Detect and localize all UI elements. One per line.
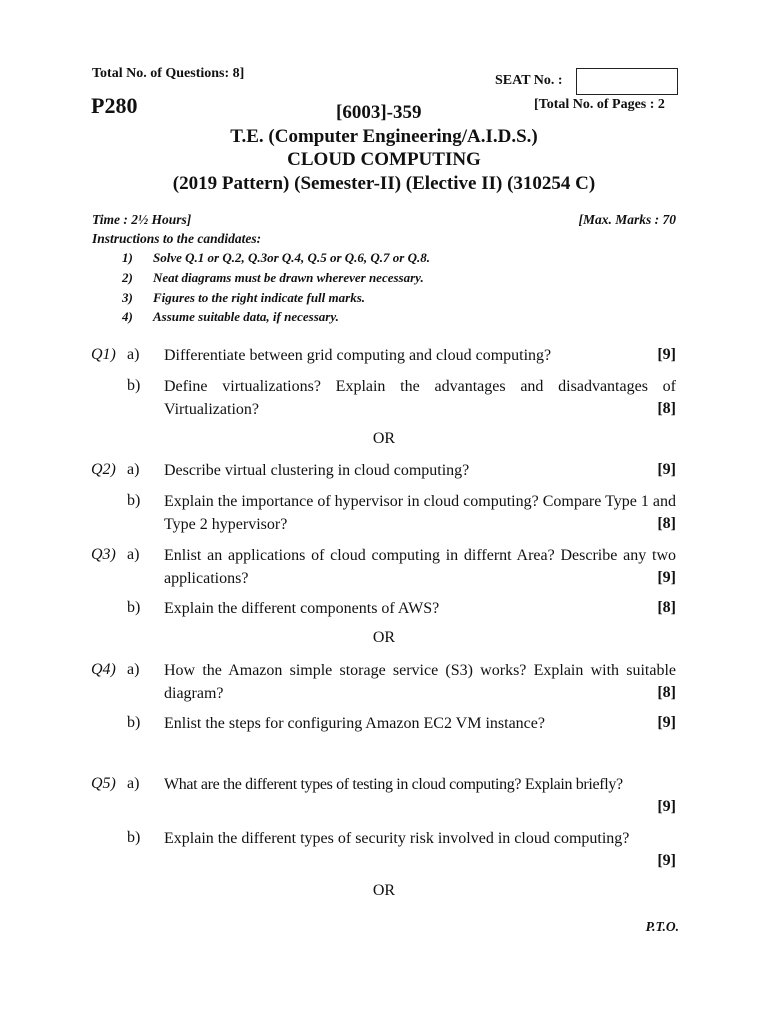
- total-questions: Total No. of Questions: 8]: [92, 66, 245, 81]
- seat-no-label: SEAT No. :: [495, 73, 563, 88]
- paper-id: [6003]-359: [336, 102, 422, 123]
- question-text: Enlist the steps for configuring Amazon EC2 VM instance?: [164, 715, 545, 732]
- pto-label: P.T.O.: [645, 919, 679, 934]
- or-separator: OR: [372, 629, 396, 646]
- question-text: What are the different types of testing in cloud computing? Explain briefly?: [164, 776, 623, 793]
- max-marks-label: [Max. Marks : 70: [578, 212, 676, 227]
- part-label: a): [127, 461, 140, 478]
- part-label: b): [127, 377, 141, 394]
- question-text: Differentiate between grid computing and cloud computing?: [164, 347, 552, 364]
- or-separator: OR: [372, 430, 396, 447]
- or-separator: OR: [372, 882, 396, 899]
- question-text: Explain the importance of hypervisor in cloud computing? Compare Type 1 and Type 2 hypervisor?: [164, 493, 676, 533]
- question-text: How the Amazon simple storage service (S3) works? Explain with suitable diagram?: [164, 662, 676, 702]
- part-label: a): [127, 775, 140, 792]
- marks: [9]: [657, 714, 676, 731]
- instruction-text: Figures to the right indicate full marks.: [153, 290, 366, 305]
- question-text: Describe virtual clustering in cloud computing?: [164, 462, 470, 479]
- instruction-number: 1): [122, 250, 133, 265]
- marks: [9]: [657, 461, 676, 478]
- question-number: Q4): [91, 661, 116, 678]
- question-text: Define virtualizations? Explain the advantages and disadvantages of Virtualization?: [164, 378, 676, 418]
- instruction-text: Neat diagrams must be drawn wherever necessary.: [153, 270, 424, 285]
- question-number: Q3): [91, 546, 116, 563]
- instruction-number: 4): [122, 309, 133, 324]
- marks: [8]: [657, 515, 676, 532]
- subject-title: CLOUD COMPUTING: [287, 149, 481, 170]
- marks: [8]: [657, 599, 676, 616]
- part-label: b): [127, 714, 141, 731]
- instruction-number: 3): [122, 290, 133, 305]
- part-label: a): [127, 661, 140, 678]
- part-label: b): [127, 492, 141, 509]
- pattern-title: (2019 Pattern) (Semester-II) (Elective II) (310254 C): [172, 173, 596, 194]
- instructions-title: Instructions to the candidates:: [92, 231, 262, 246]
- question-number: Q5): [91, 775, 116, 792]
- total-pages: [Total No. of Pages : 2: [534, 97, 665, 112]
- marks: [8]: [657, 684, 676, 701]
- marks: [9]: [657, 346, 676, 363]
- course-title: T.E. (Computer Engineering/A.I.D.S.): [230, 126, 538, 147]
- marks: [9]: [657, 852, 676, 869]
- part-label: a): [127, 346, 140, 363]
- question-number: Q1): [91, 346, 116, 363]
- marks: [9]: [657, 569, 676, 586]
- instruction-text: Solve Q.1 or Q.2, Q.3or Q.4, Q.5 or Q.6, Q.7 or Q.8.: [153, 250, 430, 265]
- question-text: Explain the different types of security risk involved in cloud computing?: [164, 830, 630, 847]
- instruction-text: Assume suitable data, if necessary.: [153, 309, 339, 324]
- part-label: b): [127, 829, 141, 846]
- paper-code: P280: [91, 93, 138, 118]
- marks: [9]: [657, 798, 676, 815]
- part-label: b): [127, 599, 141, 616]
- part-label: a): [127, 546, 140, 563]
- instruction-number: 2): [122, 270, 133, 285]
- question-number: Q2): [91, 461, 116, 478]
- seat-no-box: [576, 68, 678, 95]
- marks: [8]: [657, 400, 676, 417]
- question-text: Explain the different components of AWS?: [164, 600, 440, 617]
- time-label: Time : 2½ Hours]: [92, 212, 192, 227]
- question-text: Enlist an applications of cloud computing in differnt Area? Describe any two applications?: [164, 547, 676, 587]
